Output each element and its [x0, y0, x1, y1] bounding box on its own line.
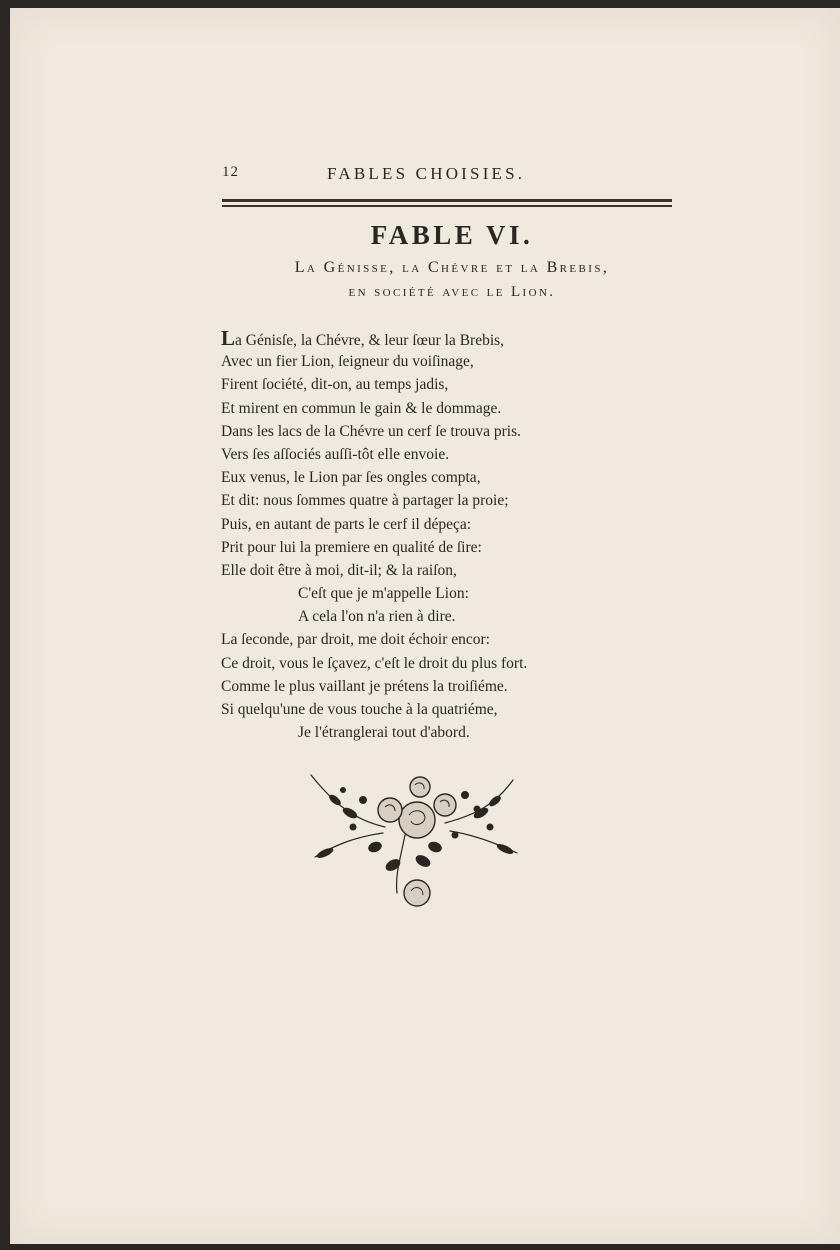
- poem-line: Et mirent en commun le gain & le dommage.: [221, 399, 502, 417]
- drop-cap: L: [221, 326, 236, 350]
- poem-line-1: [221, 327, 681, 350]
- poem-line-indented: Je l'étranglerai tout d'abord.: [298, 724, 470, 742]
- poem-line-1-text: a Génisſe, la Chévre, & leur ſœur la Brebis,: [235, 332, 505, 349]
- poem-line: Eux venus, le Lion par ſes ongles compta,: [221, 469, 481, 487]
- fable-title: FABLE VI.: [370, 220, 534, 250]
- poem-line: Prit pour lui la premiere en qualité de ſire:: [221, 538, 482, 556]
- poem-line: Firent ſociété, dit-on, au temps jadis,: [221, 376, 449, 394]
- fable-subtitle-line2: en société avec le Lion.: [348, 284, 556, 300]
- poem-line: Ce droit, vous le ſçavez, c'eſt le droit du plus fort.: [221, 654, 528, 672]
- poem-line: Si quelqu'une de vous touche à la quatriéme,: [221, 701, 498, 718]
- fable-subtitle-line1: La Génisse, la Chévre et la Brebis,: [294, 259, 610, 276]
- poem-line-indented: A cela l'on n'a rien à dire.: [298, 608, 456, 626]
- floral-vignette-ornament: [305, 765, 527, 915]
- poem-line: Vers ſes aſſociés auſſi-tôt elle envoie.: [221, 445, 450, 463]
- poem-line: Et dit: nous ſommes quatre à partager la proie;: [221, 492, 509, 510]
- running-head: [222, 164, 672, 188]
- header-rule-thick: [222, 199, 672, 202]
- poem-line: Comme le plus vaillant je prétens la troiſiéme.: [221, 677, 508, 695]
- page-number: 12: [222, 164, 239, 180]
- poem-line: Avec un fier Lion, ſeigneur du voiſinage,: [221, 353, 474, 371]
- header-rule-thin: [222, 205, 672, 207]
- poem-line: Dans les lacs de la Chévre un cerf ſe trouva pris.: [221, 422, 521, 440]
- poem-line: Elle doit être à moi, dit-il; & la raiſon,: [221, 561, 457, 579]
- poem-line: Puis, en autant de parts le cerf il dépeça:: [221, 515, 472, 533]
- running-title: FABLES CHOISIES.: [327, 164, 526, 183]
- poem-body: [221, 327, 681, 744]
- poem-line-indented: C'eſt que je m'appelle Lion:: [298, 585, 469, 603]
- poem-line: La ſeconde, par droit, me doit échoir encor:: [221, 631, 490, 649]
